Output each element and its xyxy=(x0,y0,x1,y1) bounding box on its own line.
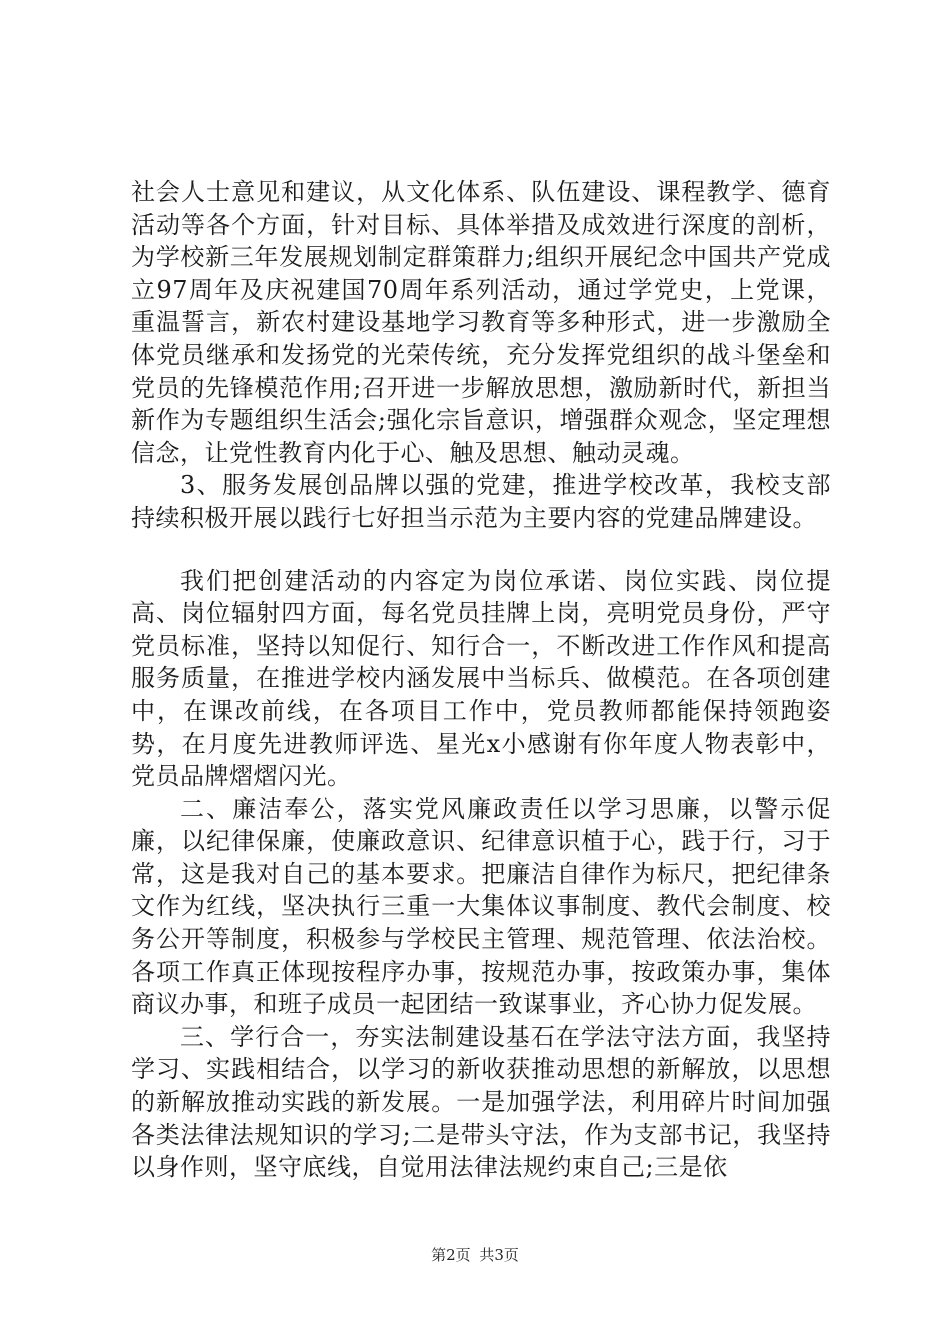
page-footer xyxy=(0,1245,950,1265)
paragraph-integrity: 二、廉洁奉公，落实党风廉政责任以学习思廉，以警示促廉，以纪律保廉，使廉政意识、纪律意识植于心，践于行，习于常，这是我对自己的基本要求。把廉洁自律作为标尺，把纪律条文作为红线，坚决执行三重一大集体议事制度、教代会制度、校务公开等制度，积极参与学校民主管理、规范管理、依法治校。各项工作真正体现按程序办事，按规范办事，按政策办事，集体商议办事，和班子成员一起团结一致谋事业，齐心协力促发展。 xyxy=(131,794,831,1019)
document-body xyxy=(131,176,831,1184)
paragraph-creation-activities: 我们把创建活动的内容定为岗位承诺、岗位实践、岗位提高、岗位辐射四方面，每名党员挂牌上岗，亮明党员身份，严守党员标准，坚持以知促行、知行合一，不断改进工作作风和提高服务质量，在推进学校内涵发展中当标兵、做模范。在各项创建中，在课改前线，在各项目工作中，党员教师都能保持领跑姿势，在月度先进教师评选、星光x小感谢有你年度人物表彰中，党员品牌熠熠闪光。 xyxy=(131,566,831,791)
paragraph-rule-of-law: 三、学行合一，夯实法制建设基石在学法守法方面，我坚持学习、实践相结合，以学习的新收获推动思想的新解放，以思想的新解放推动实践的新发展。一是加强学法，利用碎片时间加强各类法律法规知识的学习;二是带头守法，作为支部书记，我坚持以身作则，坚守底线，自觉用法律法规约束自己;三是依 xyxy=(131,1022,831,1182)
page-number-current: 第2页 xyxy=(431,1246,471,1264)
page-number-total: 共3页 xyxy=(479,1246,519,1264)
paragraph-continuation: 社会人士意见和建议，从文化体系、队伍建设、课程教学、德育活动等各个方面，针对目标、具体举措及成效进行深度的剖析，为学校新三年发展规划制定群策群力;组织开展纪念中国共产党成立97周年及庆祝建国70周年系列活动，通过学党史，上党课，重温誓言，新农村建设基地学习教育等多种形式，进一步激励全体党员继承和发扬党的光荣传统，充分发挥党组织的战斗堡垒和党员的先锋模范作用;召开进一步解放思想，激励新时代，新担当新作为专题组织生活会;强化宗旨意识，增强群众观念，坚定理想信念，让党性教育内化于心、触及思想、触动灵魂。 xyxy=(131,178,831,467)
paragraph-party-brand: 3、服务发展创品牌以强的党建，推进学校改革，我校支部持续积极开展以践行七好担当示范为主要内容的党建品牌建设。 xyxy=(131,471,831,532)
